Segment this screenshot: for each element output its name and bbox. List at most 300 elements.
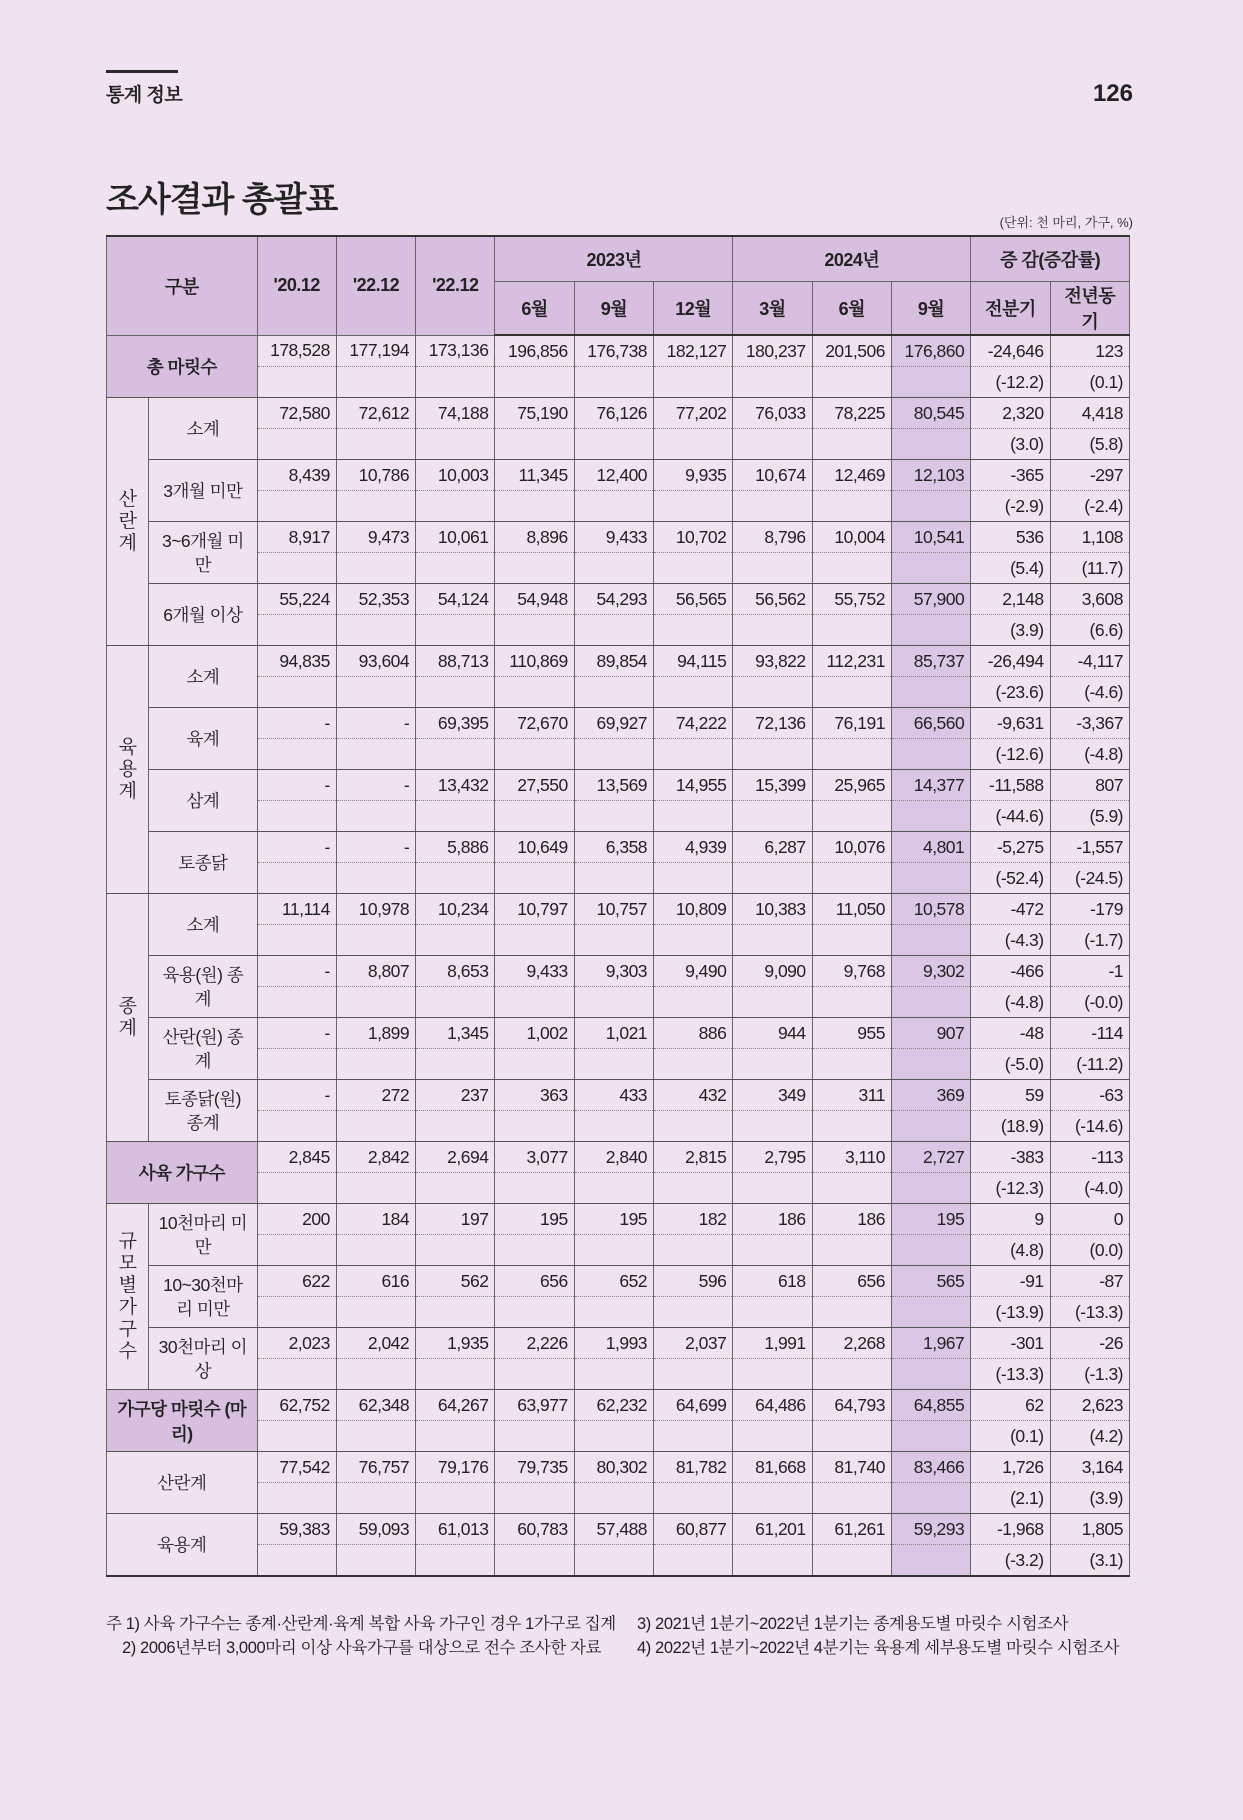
table-row [107, 708, 1130, 739]
cell-empty [733, 1297, 812, 1328]
cell-value: 2,268 [812, 1328, 891, 1359]
cell-value: 10,578 [891, 894, 970, 925]
cell-empty [654, 615, 733, 646]
cell-value: 10,978 [336, 894, 415, 925]
cell-empty [733, 863, 812, 894]
cell-value: 10,234 [416, 894, 495, 925]
cell-value: 237 [416, 1080, 495, 1111]
cell-value: 93,822 [733, 646, 812, 677]
cell-value: 64,486 [733, 1390, 812, 1421]
cell-value: 807 [1050, 770, 1129, 801]
cell-value: 562 [416, 1266, 495, 1297]
row-label: 6개월 이상 [149, 584, 257, 646]
cell-value: 11,345 [495, 460, 574, 491]
cell-empty [891, 677, 970, 708]
cell-empty [336, 987, 415, 1018]
cell-pct: (-12.2) [971, 367, 1050, 398]
cell-pct: (-14.6) [1050, 1111, 1129, 1142]
cell-value: 10,003 [416, 460, 495, 491]
cell-empty [654, 429, 733, 460]
cell-empty [495, 553, 574, 584]
cell-empty [654, 677, 733, 708]
cell-value: 173,136 [416, 335, 495, 367]
cell-value: 12,103 [891, 460, 970, 491]
cell-value: 59,383 [257, 1514, 336, 1545]
cell-value: -63 [1050, 1080, 1129, 1111]
table-row-pct [107, 553, 1130, 584]
cell-empty [495, 677, 574, 708]
cell-empty [654, 1297, 733, 1328]
header-month: 9월 [891, 282, 970, 336]
cell-empty [257, 739, 336, 770]
row-label: 소계 [149, 894, 257, 956]
cell-value: -113 [1050, 1142, 1129, 1173]
cell-empty [574, 491, 653, 522]
cell-value: 652 [574, 1266, 653, 1297]
table-row [107, 1390, 1130, 1421]
cell-value: 195 [574, 1204, 653, 1235]
cell-value: 176,860 [891, 335, 970, 367]
cell-value: 178,528 [257, 335, 336, 367]
cell-pct: (-4.8) [1050, 739, 1129, 770]
cell-value: 11,114 [257, 894, 336, 925]
cell-empty [812, 1111, 891, 1142]
cell-empty [495, 1049, 574, 1080]
cell-empty [654, 1173, 733, 1204]
header-group-2023: 2023년 [495, 236, 733, 282]
cell-empty [574, 1111, 653, 1142]
cell-empty [733, 429, 812, 460]
cell-empty [812, 801, 891, 832]
cell-value: 2,815 [654, 1142, 733, 1173]
header-year-1: '20.12 [257, 236, 336, 335]
cell-empty [574, 1483, 653, 1514]
cell-value: 1,805 [1050, 1514, 1129, 1545]
vertical-label-char: 란 [118, 510, 137, 532]
cell-value: 8,796 [733, 522, 812, 553]
cell-pct: (-5.0) [971, 1049, 1050, 1080]
cell-empty [257, 987, 336, 1018]
cell-value: 2,226 [495, 1328, 574, 1359]
cell-empty [812, 1297, 891, 1328]
cell-value: 9,935 [654, 460, 733, 491]
cell-value: 200 [257, 1204, 336, 1235]
cell-empty [654, 1111, 733, 1142]
cell-pct: (2.1) [971, 1483, 1050, 1514]
cell-empty [257, 1359, 336, 1390]
footnote-3: 3) 2021년 1분기~2022년 1분기는 종계용도별 마릿수 시험조사 [637, 1615, 1069, 1633]
cell-empty [891, 1359, 970, 1390]
cell-empty [654, 1049, 733, 1080]
cell-empty [574, 553, 653, 584]
cell-value: 3,164 [1050, 1452, 1129, 1483]
cell-value: 62 [971, 1390, 1050, 1421]
cell-empty [891, 739, 970, 770]
cell-value: 94,115 [654, 646, 733, 677]
cell-value: 57,488 [574, 1514, 653, 1545]
cell-value: 2,023 [257, 1328, 336, 1359]
cell-value: - [257, 1080, 336, 1111]
cell-value: 88,713 [416, 646, 495, 677]
cell-value: -297 [1050, 460, 1129, 491]
cell-empty [733, 801, 812, 832]
cell-empty [495, 863, 574, 894]
cell-empty [574, 801, 653, 832]
cell-value: -1 [1050, 956, 1129, 987]
cell-empty [654, 863, 733, 894]
cell-empty [891, 801, 970, 832]
cell-empty [574, 1049, 653, 1080]
cell-value: 61,261 [812, 1514, 891, 1545]
cell-empty [812, 925, 891, 956]
cell-empty [733, 987, 812, 1018]
cell-value: 64,855 [891, 1390, 970, 1421]
header-month: 6월 [495, 282, 574, 336]
table-row [107, 398, 1130, 429]
cell-value: 1,002 [495, 1018, 574, 1049]
cell-value: -11,588 [971, 770, 1050, 801]
cell-empty [891, 863, 970, 894]
cell-value: -1,557 [1050, 832, 1129, 863]
cell-empty [416, 367, 495, 398]
cell-value: 62,348 [336, 1390, 415, 1421]
header-group-change: 증 감(증감률) [971, 236, 1130, 282]
row-group-label [107, 1204, 149, 1390]
cell-empty [812, 491, 891, 522]
vertical-label-char: 계 [118, 1017, 137, 1039]
cell-value: 1,726 [971, 1452, 1050, 1483]
cell-value: -365 [971, 460, 1050, 491]
table-row-pct [107, 739, 1130, 770]
cell-empty [733, 1483, 812, 1514]
cell-empty [891, 1545, 970, 1577]
cell-value: 81,668 [733, 1452, 812, 1483]
cell-value: 61,201 [733, 1514, 812, 1545]
cell-value: 80,302 [574, 1452, 653, 1483]
cell-value: 55,752 [812, 584, 891, 615]
cell-pct: (5.4) [971, 553, 1050, 584]
row-label: 소계 [149, 398, 257, 460]
cell-value: 10,702 [654, 522, 733, 553]
cell-empty [336, 925, 415, 956]
vertical-label-char: 구 [118, 1318, 137, 1340]
cell-value: 2,037 [654, 1328, 733, 1359]
row-label: 산란(원) 종계 [149, 1018, 257, 1080]
cell-pct: (-24.5) [1050, 863, 1129, 894]
table-row [107, 584, 1130, 615]
cell-pct: (-44.6) [971, 801, 1050, 832]
table-row-pct [107, 367, 1130, 398]
cell-value: 596 [654, 1266, 733, 1297]
cell-pct: (-52.4) [971, 863, 1050, 894]
cell-value: 69,395 [416, 708, 495, 739]
cell-empty [495, 1111, 574, 1142]
cell-value: 1,108 [1050, 522, 1129, 553]
cell-empty [654, 1545, 733, 1577]
cell-value: 3,110 [812, 1142, 891, 1173]
cell-empty [336, 1297, 415, 1328]
cell-value: 69,927 [574, 708, 653, 739]
cell-value: 8,807 [336, 956, 415, 987]
cell-empty [416, 1235, 495, 1266]
cell-pct: (-13.9) [971, 1297, 1050, 1328]
cell-empty [891, 1173, 970, 1204]
table-row-pct [107, 1235, 1130, 1266]
cell-pct: (0.0) [1050, 1235, 1129, 1266]
cell-empty [733, 1545, 812, 1577]
cell-pct: (0.1) [971, 1421, 1050, 1452]
vertical-label-char: 산 [118, 488, 137, 510]
cell-pct: (-0.0) [1050, 987, 1129, 1018]
cell-empty [495, 367, 574, 398]
cell-value: 64,793 [812, 1390, 891, 1421]
cell-value: 80,545 [891, 398, 970, 429]
vertical-label-stack [113, 737, 142, 803]
cell-value: 77,202 [654, 398, 733, 429]
cell-value: -26,494 [971, 646, 1050, 677]
cell-value: -466 [971, 956, 1050, 987]
cell-empty [654, 925, 733, 956]
table-row-pct [107, 1483, 1130, 1514]
cell-value: -472 [971, 894, 1050, 925]
cell-empty [416, 863, 495, 894]
cell-value: 176,738 [574, 335, 653, 367]
cell-value: -3,367 [1050, 708, 1129, 739]
row-label: 총 마릿수 [107, 335, 258, 398]
cell-value: 56,565 [654, 584, 733, 615]
table-row [107, 956, 1130, 987]
cell-empty [574, 1545, 653, 1577]
cell-value: 10,786 [336, 460, 415, 491]
cell-value: 2,842 [336, 1142, 415, 1173]
cell-empty [336, 863, 415, 894]
cell-pct: (-4.0) [1050, 1173, 1129, 1204]
cell-value: 197 [416, 1204, 495, 1235]
cell-value: 72,580 [257, 398, 336, 429]
cell-value: 9,490 [654, 956, 733, 987]
cell-empty [891, 925, 970, 956]
cell-empty [416, 1111, 495, 1142]
cell-value: 85,737 [891, 646, 970, 677]
cell-value: 112,231 [812, 646, 891, 677]
header-year-3: '22.12 [416, 236, 495, 335]
cell-value: 11,050 [812, 894, 891, 925]
table-row [107, 832, 1130, 863]
cell-value: -26 [1050, 1328, 1129, 1359]
cell-value: 75,190 [495, 398, 574, 429]
cell-value: - [336, 832, 415, 863]
header-category: 구분 [107, 236, 258, 335]
cell-value: 12,469 [812, 460, 891, 491]
cell-empty [257, 1483, 336, 1514]
row-label: 삼계 [149, 770, 257, 832]
table-row-pct [107, 987, 1130, 1018]
table-row-pct [107, 925, 1130, 956]
cell-value: 56,562 [733, 584, 812, 615]
cell-empty [416, 491, 495, 522]
header-month: 6월 [812, 282, 891, 336]
cell-value: 8,653 [416, 956, 495, 987]
cell-value: 4,939 [654, 832, 733, 863]
cell-empty [574, 987, 653, 1018]
table-row [107, 1080, 1130, 1111]
cell-value: 1,345 [416, 1018, 495, 1049]
cell-empty [336, 1359, 415, 1390]
cell-value: 9,433 [574, 522, 653, 553]
cell-empty [574, 739, 653, 770]
cell-value: 59,093 [336, 1514, 415, 1545]
cell-empty [336, 739, 415, 770]
table-row [107, 335, 1130, 367]
cell-empty [733, 1111, 812, 1142]
table-row [107, 1328, 1130, 1359]
cell-empty [495, 1545, 574, 1577]
cell-empty [733, 677, 812, 708]
cell-empty [891, 491, 970, 522]
cell-pct: (-3.2) [971, 1545, 1050, 1577]
cell-value: 369 [891, 1080, 970, 1111]
cell-value: 182,127 [654, 335, 733, 367]
cell-empty [891, 1235, 970, 1266]
cell-value: 77,542 [257, 1452, 336, 1483]
cell-empty [574, 615, 653, 646]
cell-empty [812, 1421, 891, 1452]
cell-value: - [257, 1018, 336, 1049]
cell-value: 54,124 [416, 584, 495, 615]
cell-value: 15,399 [733, 770, 812, 801]
cell-empty [654, 987, 733, 1018]
cell-value: 272 [336, 1080, 415, 1111]
cell-empty [812, 553, 891, 584]
cell-empty [812, 367, 891, 398]
cell-value: - [257, 708, 336, 739]
cell-empty [733, 1173, 812, 1204]
cell-value: 14,377 [891, 770, 970, 801]
cell-value: 2,042 [336, 1328, 415, 1359]
cell-empty [891, 1483, 970, 1514]
cell-empty [654, 367, 733, 398]
cell-value: 57,900 [891, 584, 970, 615]
cell-pct: (-1.7) [1050, 925, 1129, 956]
table-row-pct [107, 1111, 1130, 1142]
cell-pct: (3.1) [1050, 1545, 1129, 1577]
cell-empty [495, 801, 574, 832]
cell-value: 9,090 [733, 956, 812, 987]
vertical-label-stack [113, 1231, 142, 1363]
cell-value: 1,935 [416, 1328, 495, 1359]
cell-pct: (-11.2) [1050, 1049, 1129, 1080]
cell-value: -4,117 [1050, 646, 1129, 677]
cell-pct: (-4.6) [1050, 677, 1129, 708]
unit-note: (단위: 천 마리, 가구, %) [999, 215, 1133, 230]
cell-value: 62,232 [574, 1390, 653, 1421]
cell-pct: (3.9) [971, 615, 1050, 646]
cell-value: 2,795 [733, 1142, 812, 1173]
table-row [107, 1266, 1130, 1297]
cell-value: 10,076 [812, 832, 891, 863]
cell-value: 565 [891, 1266, 970, 1297]
cell-empty [654, 1483, 733, 1514]
cell-value: 10,674 [733, 460, 812, 491]
vertical-label-char: 별 [118, 1274, 137, 1296]
cell-empty [416, 1049, 495, 1080]
cell-value: 79,735 [495, 1452, 574, 1483]
cell-value: 72,612 [336, 398, 415, 429]
cell-value: 618 [733, 1266, 812, 1297]
cell-empty [257, 1235, 336, 1266]
cell-empty [891, 1297, 970, 1328]
cell-empty [654, 801, 733, 832]
vertical-label-char: 가 [118, 1296, 137, 1318]
cell-empty [574, 1173, 653, 1204]
cell-value: 196,856 [495, 335, 574, 367]
cell-empty [812, 1545, 891, 1577]
cell-empty [336, 1421, 415, 1452]
row-label: 육용(원) 종계 [149, 956, 257, 1018]
cell-pct: (18.9) [971, 1111, 1050, 1142]
cell-value: 25,965 [812, 770, 891, 801]
cell-empty [733, 1235, 812, 1266]
cell-value: 27,550 [495, 770, 574, 801]
cell-empty [654, 1359, 733, 1390]
row-label: 육계 [149, 708, 257, 770]
row-group-label [107, 894, 149, 1142]
header-change: 전년동기 [1050, 282, 1129, 336]
cell-value: 76,757 [336, 1452, 415, 1483]
cell-empty [336, 367, 415, 398]
cell-value: 74,188 [416, 398, 495, 429]
header-rule [106, 70, 178, 73]
cell-value: 0 [1050, 1204, 1129, 1235]
cell-value: 1,991 [733, 1328, 812, 1359]
cell-empty [336, 1545, 415, 1577]
cell-pct: (3.9) [1050, 1483, 1129, 1514]
footnote-4: 4) 2022년 1분기~2022년 4분기는 육용계 세부용도별 마릿수 시험조사 [637, 1639, 1120, 1657]
row-label: 가구당 마릿수 (마리) [107, 1390, 258, 1452]
vertical-label-char: 규 [118, 1230, 137, 1252]
cell-value: 52,353 [336, 584, 415, 615]
row-group-label [107, 646, 149, 894]
cell-pct: (4.8) [971, 1235, 1050, 1266]
cell-empty [336, 677, 415, 708]
cell-value: 9,303 [574, 956, 653, 987]
cell-value: 186 [733, 1204, 812, 1235]
cell-empty [574, 925, 653, 956]
cell-pct: (0.1) [1050, 367, 1129, 398]
cell-value: 3,077 [495, 1142, 574, 1173]
cell-empty [416, 987, 495, 1018]
cell-empty [812, 1049, 891, 1080]
cell-value: 79,176 [416, 1452, 495, 1483]
cell-empty [336, 1173, 415, 1204]
cell-pct: (-13.3) [1050, 1297, 1129, 1328]
cell-value: 6,358 [574, 832, 653, 863]
cell-empty [416, 1545, 495, 1577]
header-change: 전분기 [971, 282, 1050, 336]
cell-empty [495, 1297, 574, 1328]
row-label: 소계 [149, 646, 257, 708]
cell-value: - [257, 832, 336, 863]
vertical-label-stack [113, 996, 142, 1040]
cell-value: 72,670 [495, 708, 574, 739]
cell-value: 10,757 [574, 894, 653, 925]
cell-value: 10,797 [495, 894, 574, 925]
row-label: 토종닭 [149, 832, 257, 894]
cell-value: 76,126 [574, 398, 653, 429]
cell-empty [654, 1235, 733, 1266]
table-row-pct [107, 1421, 1130, 1452]
cell-empty [416, 925, 495, 956]
